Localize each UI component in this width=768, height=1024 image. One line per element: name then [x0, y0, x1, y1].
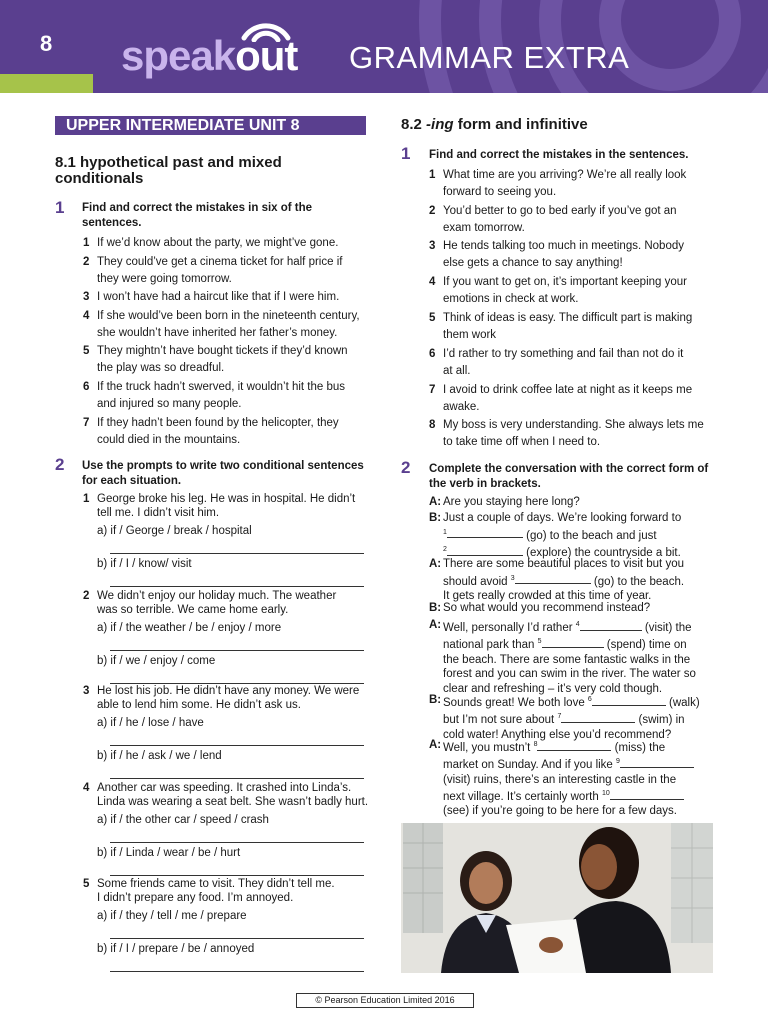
item-text: to take time off when I need to.	[443, 436, 601, 448]
item-number: 3	[83, 685, 90, 697]
item-number: 6	[83, 381, 90, 393]
exercise-instruction: Find and correct the mistakes in six of the sentences.	[82, 202, 313, 229]
dialogue-text: Just a couple of days. We’re looking forward to	[443, 512, 682, 524]
instruction-line: Complete the conversation with the correct form of	[429, 463, 709, 475]
speakout-logo	[121, 32, 297, 80]
item-text: else gets a chance to say anything!	[443, 257, 623, 269]
dialogue-text: (miss) the	[614, 741, 666, 754]
dialogue-text: (swim) in	[638, 714, 685, 727]
dialogue-text: (explore) the countryside a bit.	[526, 546, 681, 559]
dialogue-text: So what would you recommend instead?	[443, 602, 651, 614]
item-text: I avoid to drink coffee late at night as it keeps me	[443, 384, 693, 396]
answer-line[interactable]	[110, 650, 364, 651]
dialogue-text: but I’m not sure about	[443, 714, 555, 727]
dialogue-text: Well, you mustn’t	[443, 741, 531, 754]
logo-out: out	[235, 32, 298, 79]
gap-number: 9	[616, 758, 620, 766]
dialogue-line	[429, 738, 718, 819]
item-number: 2	[83, 590, 90, 602]
prompt-a: a) if / they / tell / me / prepare	[97, 910, 247, 922]
copyright-footer: © Pearson Education Limited 2016	[296, 993, 474, 1008]
item-text: exam tomorrow.	[443, 222, 525, 234]
speaker-label: B:	[429, 602, 442, 614]
unit-number: 8	[40, 31, 53, 56]
photo-two-businesswomen	[401, 823, 713, 973]
item-text: was so terrible. We came home early.	[97, 604, 289, 616]
item-number: 4	[429, 276, 436, 288]
item-text: able to lend him some. He didn’t ask us.	[97, 699, 301, 711]
speaker-label: B:	[429, 512, 442, 524]
dialogue-text: should avoid	[443, 575, 508, 588]
prompt-b: b) if / I / know/ visit	[97, 558, 192, 570]
list-item	[83, 415, 372, 449]
dialogue-text: (see) if you’re going to be here for a few days.	[443, 805, 677, 818]
section-rest: form and infinitive	[453, 116, 588, 133]
item-number: 7	[83, 417, 90, 429]
list-item	[429, 203, 718, 237]
gap-blank[interactable]	[592, 694, 666, 706]
gap-blank[interactable]	[515, 572, 591, 584]
instruction-line: the verb in brackets.	[429, 477, 541, 490]
unit-banner: UPPER INTERMEDIATE UNIT 8	[55, 116, 366, 135]
page-header	[0, 0, 768, 93]
dialogue-text: national park than	[443, 639, 535, 652]
exercise-instruction: Find and correct the mistakes in the sentences.	[429, 149, 689, 161]
prompt-b: b) if / he / ask / we / lend	[97, 750, 222, 762]
item-text: They could’ve get a cinema ticket for half price if	[97, 256, 343, 268]
answer-line[interactable]	[110, 745, 364, 746]
dialogue-text: Well, personally I’d rather	[443, 621, 573, 634]
speaker-label: A:	[429, 496, 442, 508]
dialogue-text: forest and you can swim in the river. The water so	[443, 668, 696, 681]
prompt-a: a) if / the weather / be / enjoy / more	[97, 622, 282, 634]
speaker-label: A:	[429, 619, 442, 631]
gap-number: 5	[537, 638, 542, 646]
dialogue-line	[429, 557, 718, 603]
answer-line[interactable]	[110, 586, 364, 587]
dialogue-line	[429, 618, 718, 696]
speaker-label: A:	[429, 739, 442, 751]
dialogue-text: (spend) time on	[606, 639, 687, 652]
dialogue-text: next village. It’s certainly worth	[443, 790, 599, 803]
dialogue-text: the beach. There are some fantastic walks in the	[443, 653, 691, 666]
list-item	[429, 238, 718, 272]
prompt-b: b) if / I / prepare / be / annoyed	[97, 943, 255, 955]
item-number: 2	[83, 256, 90, 268]
list-item	[83, 289, 372, 306]
item-number: 5	[83, 878, 90, 890]
gap-blank[interactable]	[580, 619, 642, 631]
section-title-8-2	[401, 117, 588, 133]
exercise-number: 2	[401, 458, 411, 477]
item-text: and injured so many people.	[97, 398, 242, 410]
item-number: 1	[83, 237, 90, 249]
gap-blank[interactable]	[561, 711, 635, 723]
prompt-b: b) if / Linda / wear / be / hurt	[97, 847, 241, 859]
item-text: tell me. I didn’t visit him.	[97, 507, 220, 519]
photo-illustration	[401, 823, 713, 973]
gap-blank[interactable]	[447, 526, 523, 538]
list-item	[83, 343, 372, 377]
prompt-a: a) if / George / break / hospital	[97, 525, 252, 537]
section-title-8-1: 8.1 hypothetical past and mixed conditionals	[55, 154, 282, 187]
dialogue-text: (visit) ruins, there’s an interesting castle in the	[443, 773, 677, 786]
item-text: They mightn’t have bought tickets if they’d known	[97, 345, 348, 357]
item-number: 5	[83, 345, 90, 357]
dialogue-text: (go) to the beach.	[593, 575, 685, 588]
item-text: awake.	[443, 401, 480, 413]
exercise-number: 1	[55, 198, 65, 217]
list-item	[83, 781, 372, 809]
dialogue-text: cold water! Anything else you’d recommend?	[443, 728, 672, 741]
gap-number: 7	[557, 713, 562, 721]
dialogue-text: market on Sunday. And if you like	[443, 759, 613, 772]
list-item	[429, 274, 718, 308]
item-text: We didn’t enjoy our holiday much. The weather	[97, 590, 337, 602]
list-item	[83, 877, 372, 905]
list-item	[83, 254, 372, 288]
item-text: What time are you arriving? We’re all really look	[443, 169, 687, 181]
section-ing: -ing	[426, 116, 454, 133]
prompt-a: a) if / he / lose / have	[97, 717, 204, 729]
gap-blank[interactable]	[542, 636, 604, 648]
item-text: they were going tomorrow.	[97, 273, 232, 285]
item-text: If we’d know about the party, we might’ve gone.	[97, 237, 339, 249]
item-text: If she would’ve been born in the nineteenth century,	[97, 310, 360, 322]
item-number: 3	[83, 291, 90, 303]
dialogue-text: (visit) the	[644, 621, 692, 634]
item-number: 8	[429, 419, 436, 431]
logo-speak: speak	[121, 32, 236, 79]
item-text: Think of ideas is easy. The difficult part is making	[443, 312, 693, 324]
gap-blank[interactable]	[610, 788, 684, 800]
list-item	[83, 589, 372, 617]
item-number: 5	[429, 312, 436, 324]
gap-number: 3	[510, 574, 515, 582]
item-text: Linda was wearing a seat belt. She wasn’t badly hurt.	[97, 796, 369, 808]
speaker-label: A:	[429, 558, 442, 570]
item-text: them work	[443, 329, 497, 341]
dialogue-text: Sounds great! We both love	[443, 696, 585, 709]
unit-number-box	[0, 0, 93, 74]
list-item	[429, 417, 718, 451]
item-text: I won’t have had a haircut like that if I were him.	[97, 291, 340, 303]
dialogue-line	[429, 693, 718, 742]
gap-number: 8	[533, 741, 538, 748]
answer-line[interactable]	[110, 553, 364, 554]
list-item	[83, 379, 372, 413]
exercise-instruction	[429, 462, 719, 491]
exercise-instruction	[82, 459, 372, 488]
list-item	[429, 167, 718, 201]
item-number: 1	[429, 169, 436, 181]
list-item	[429, 382, 718, 416]
gap-number: 2	[443, 545, 447, 553]
dialogue-text: (go) to the beach and just	[526, 529, 657, 542]
dialogue-line	[429, 511, 718, 560]
gap-number: 6	[587, 696, 592, 703]
item-text: If you want to get on, it’s important keeping your	[443, 276, 687, 288]
dialogue-text: There are some beautiful places to visit but you	[443, 558, 684, 570]
item-text: He lost his job. He didn’t have any money. We were	[97, 685, 360, 697]
item-number: 7	[429, 384, 436, 396]
prompt-b: b) if / we / enjoy / come	[97, 655, 216, 667]
item-text: Some friends came to visit. They didn’t tell me.	[97, 878, 335, 890]
item-text: If the truck hadn’t swerved, it wouldn’t hit the bus	[97, 381, 346, 393]
item-text: forward to seeing you.	[443, 186, 557, 198]
green-strip	[0, 74, 93, 93]
dialogue-text: It gets really crowded at this time of year.	[443, 589, 652, 602]
section-number: 8.2	[401, 116, 427, 133]
item-text: the play was so dreadful.	[97, 362, 225, 374]
list-item	[83, 492, 372, 520]
list-item	[83, 684, 372, 712]
item-text: I’d rather to try something and fail than not do it	[443, 348, 684, 360]
item-text: George broke his leg. He was in hospital. He didn’t	[97, 493, 356, 505]
gap-blank[interactable]	[447, 544, 523, 556]
item-number: 2	[429, 205, 436, 217]
list-item	[83, 308, 372, 342]
dialogue-line	[429, 495, 580, 510]
answer-line[interactable]	[110, 778, 364, 779]
item-text: My boss is very understanding. She always lets me	[443, 419, 704, 431]
answer-line[interactable]	[110, 842, 364, 843]
answer-line[interactable]	[110, 938, 364, 939]
list-item	[429, 346, 718, 380]
item-text: could died in the mountains.	[97, 434, 241, 446]
header-title: GRAMMAR EXTRA	[349, 40, 630, 75]
answer-line[interactable]	[110, 875, 364, 876]
exercise-number: 2	[55, 455, 65, 474]
item-number: 1	[83, 493, 90, 505]
gap-blank[interactable]	[537, 739, 611, 751]
instruction-line: Use the prompts to write two conditional sentences	[82, 460, 364, 472]
item-text: emotions in check at work.	[443, 293, 579, 305]
prompt-a: a) if / the other car / speed / crash	[97, 814, 269, 826]
dialogue-text: Are you staying here long?	[443, 496, 580, 508]
item-text: at all.	[443, 365, 471, 377]
gap-number: 4	[575, 621, 580, 628]
gap-blank[interactable]	[620, 756, 694, 768]
item-text: You’d better to go to bed early if you’ve got an	[443, 205, 677, 217]
dialogue-text: clear and refreshing – it’s very cold though.	[443, 682, 663, 695]
gap-number: 10	[601, 790, 610, 798]
list-item	[429, 310, 718, 344]
item-number: 4	[83, 782, 90, 794]
item-number: 3	[429, 240, 436, 252]
item-text: He tends talking too much in meetings. Nobody	[443, 240, 684, 252]
item-text: If they hadn’t been found by the helicopter, they	[97, 417, 339, 429]
speaker-label: B:	[429, 694, 442, 706]
item-number: 4	[83, 310, 90, 322]
item-text: Another car was speeding. It crashed into Linda’s.	[97, 782, 352, 794]
gap-number: 1	[443, 528, 447, 536]
list-item	[83, 235, 372, 252]
dialogue-line	[429, 601, 651, 616]
instruction-line: for each situation.	[82, 474, 182, 487]
exercise-number: 1	[401, 144, 411, 163]
item-text: I didn’t prepare any food. I’m annoyed.	[97, 892, 294, 904]
item-number: 6	[429, 348, 436, 360]
answer-line[interactable]	[110, 971, 364, 972]
dialogue-text: (walk)	[669, 696, 700, 709]
item-text: she wouldn’t have inherited her father’s money.	[97, 327, 338, 339]
